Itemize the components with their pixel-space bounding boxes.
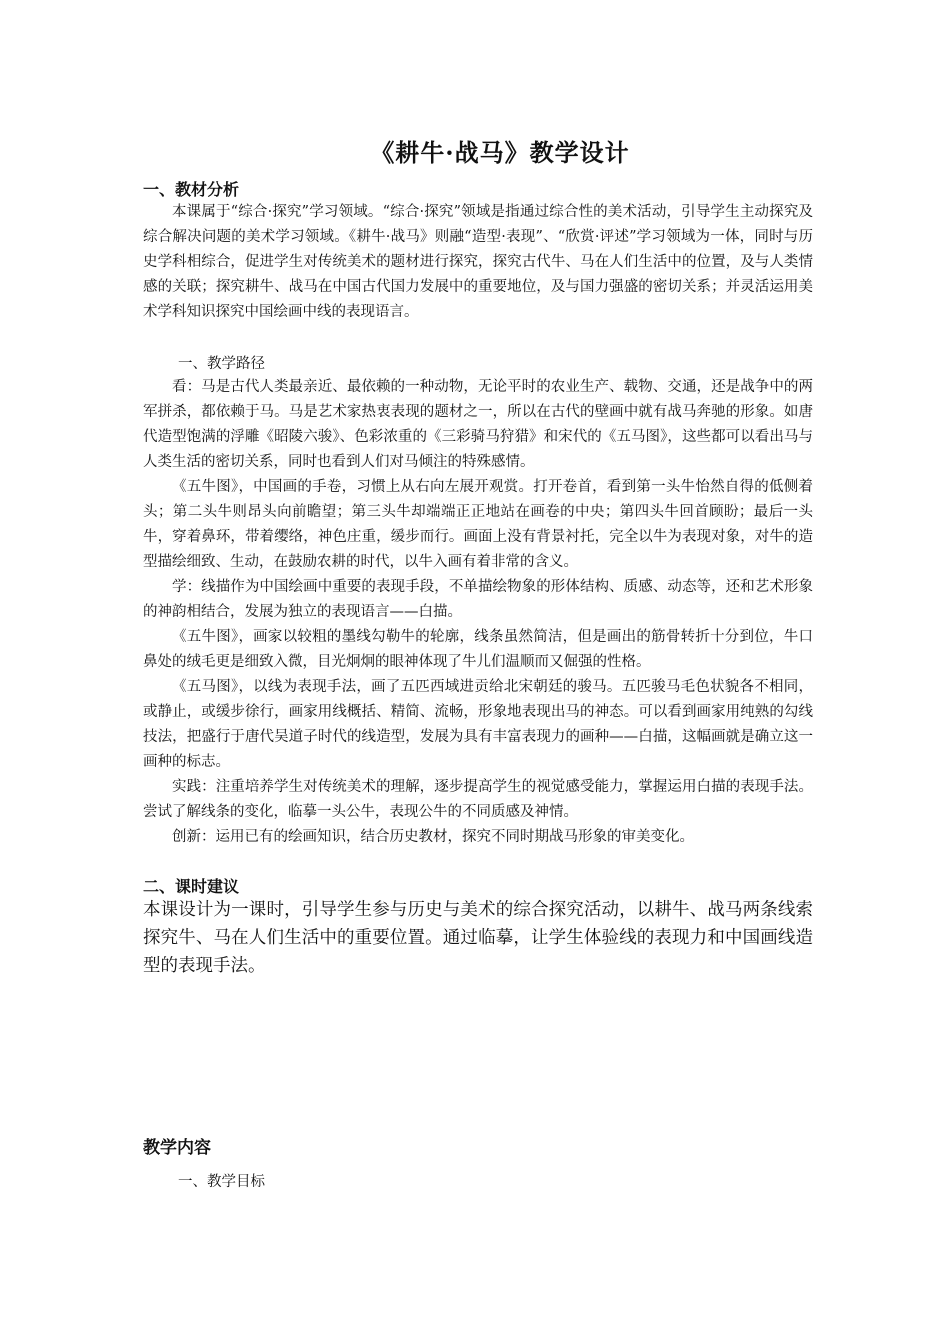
intro-paragraph: 本课属于“综合·探究”学习领域。“综合·探究”领域是指通过综合性的美术活动，引导学生主动探究及综合解决问题的美术学习领域。《耕牛·战马》则融“造型·表现”、“欣赏·评述”学习领域为一体，同时与历史学科相综合，促进学生对传统美术的题材进行探究，探究古代牛、马在人们生活中的位置，及与人类情感的关联；探究耕牛、战马在中国古代国力发展中的重要地位，及与国力强盛的密切关系；并灵活运用美术学科知识探究中国绘画中线的表现语言。 (143, 204, 813, 320)
teaching-path-text (143, 375, 813, 850)
paragraph-five-oxen: 《五牛图》，中国画的手卷，习惯上从右向左展开观赏。打开卷首，看到第一头牛怡然自得的低侧着头；第二头牛则昂头向前瞻望；第三头牛却端端正正地站在画卷的中央；第四头牛回首顾盼；最后一头牛，穿着鼻环，带着缨络，神色庄重，缓步而行。画面上没有背景衬托，完全以牛为表现对象，对牛的造型描绘细致、生动，在鼓励农耕的时代，以牛入画有着非常的含义。 (143, 479, 813, 570)
paragraph-innovation: 创新：运用已有的绘画知识，结合历史教材，探究不同时期战马形象的审美变化。 (172, 829, 694, 845)
document-title: 《耕牛·战马》教学设计 (370, 138, 630, 167)
subheading-teaching-path: 一、教学路径 (178, 356, 265, 372)
paragraph-practice: 实践：注重培养学生对传统美术的理解，逐步提高学生的视觉感受能力，掌握运用白描的表现手法。尝试了解线条的变化，临摹一头公牛，表现公牛的不同质感及神情。 (143, 779, 813, 820)
material-analysis-text (143, 200, 813, 325)
class-hours-text: 本课设计为一课时，引导学生参与历史与美术的综合探究活动，以耕牛、战马两条线索探究牛、马在人们生活中的重要位置。通过临摹，让学生体验线的表现力和中国画线造型的表现手法。 (143, 900, 813, 976)
subheading-teaching-goals: 一、教学目标 (178, 1174, 265, 1190)
section-heading-teaching-content: 教学内容 (143, 1138, 211, 1158)
paragraph-look: 看：马是古代人类最亲近、最依赖的一种动物，无论平时的农业生产、载物、交通，还是战争中的两军拼杀，都依赖于马。马是艺术家热衷表现的题材之一，所以在古代的壁画中就有战马奔驰的形象。如唐代造型饱满的浮雕《昭陵六骏》、色彩浓重的《三彩骑马狩猎》和宋代的《五马图》，这些都可以看出马与人类生活的密切关系，同时也看到人们对马倾注的特殊感情。 (143, 379, 813, 470)
paragraph-five-horses: 《五马图》，以线为表现手法，画了五匹西域进贡给北宋朝廷的骏马。五匹骏马毛色状貌各不相同，或静止，或缓步徐行，画家用线概括、精简、流畅，形象地表现出马的神态。可以看到画家用纯熟的勾线技法，把盛行于唐代吴道子时代的线造型，发展为具有丰富表现力的画种——白描，这幅画就是确立这一画种的标志。 (143, 679, 813, 770)
paragraph-learn: 学：线描作为中国绘画中重要的表现手段，不单描绘物象的形体结构、质感、动态等，还和艺术形象的神韵相结合，发展为独立的表现语言——白描。 (143, 579, 813, 620)
paragraph-five-oxen-lines: 《五牛图》，画家以较粗的墨线勾勒牛的轮廓，线条虽然简洁，但是画出的筋骨转折十分到位，牛口鼻处的绒毛更是细致入微，目光炯炯的眼神体现了牛儿们温顺而又倔强的性格。 (143, 629, 813, 670)
section-heading-material-analysis: 一、教材分析 (143, 180, 240, 199)
section-heading-class-hours: 二、课时建议 (143, 877, 240, 896)
